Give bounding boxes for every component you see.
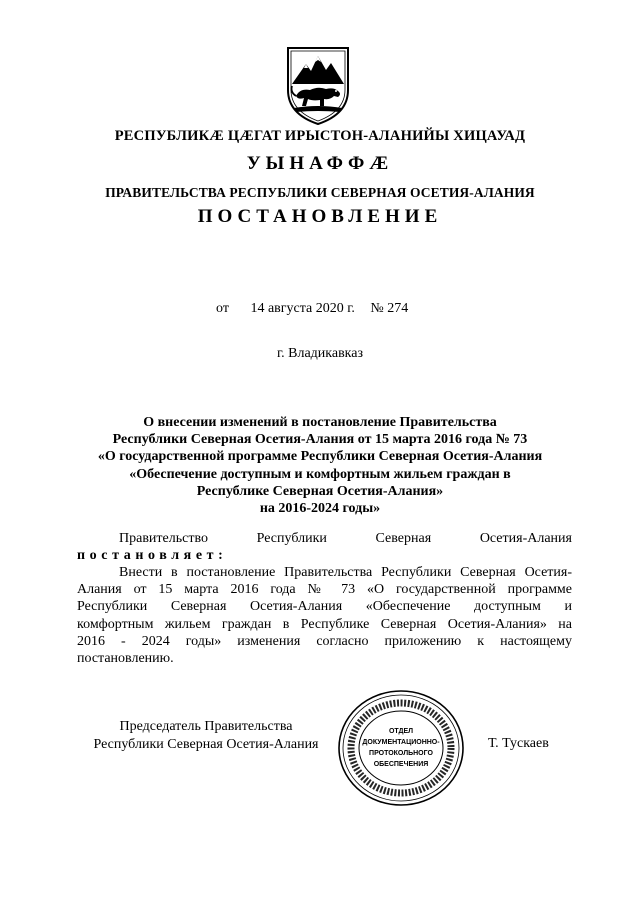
document-date: 14 августа 2020 г. [250,301,355,316]
stamp-line: ОБЕСПЕЧЕНИЯ [373,761,429,768]
title-line: «Обеспечение доступным и комфортным жильем граждан в [129,466,511,482]
document-number: № 274 [370,301,409,316]
coat-of-arms-icon [280,44,356,126]
decree-word: постановляет: [77,548,228,563]
date-prefix: от [216,301,229,316]
position-line: Председатель Правительства [119,719,293,734]
russian-government-name: ПРАВИТЕЛЬСТВА РЕСПУБЛИКИ СЕВЕРНАЯ ОСЕТИЯ-АЛАНИЯ [105,185,535,200]
paragraph-line: комфортным жильем граждан в Республике Северная Осетия-Алания» на [77,616,572,632]
paragraph-line: постановлению. [77,651,174,667]
paragraph-line: 2016 - 2024 годы» изменения согласно приложению к настоящему [77,633,572,649]
date-number-line [216,301,408,317]
intro-word: Республики [256,531,327,546]
intro-line [77,530,572,547]
paragraph-line: Алания от 15 марта 2016 года № 73 «О государственной программе [77,582,572,598]
intro-word: Северная [375,531,432,546]
position-line: Республики Северная Осетия-Алания [93,737,319,752]
stamp-line: ОТДЕЛ [388,728,414,735]
round-seal-icon [336,688,466,808]
russian-document-type: ПОСТАНОВЛЕНИЕ [197,206,443,227]
title-line: Республики Северная Осетия-Алания от 15 марта 2016 года № 73 [112,432,528,448]
ossetian-document-type: УЫНАФФӔ [246,153,394,174]
paragraph-line: Внести в постановление Правительства Республики Северная Осетия- [119,565,572,580]
decree-paragraph [77,564,572,667]
intro-word: Осетия-Алания [479,531,572,546]
signatory-position [86,718,326,754]
document-title [70,414,570,517]
stamp-line: ПРОТОКОЛЬНОГО [369,750,433,757]
title-line: «О государственной программе Республики Северная Осетия-Алания [97,449,543,465]
stamp-line: ДОКУМЕНТАЦИОННО- [362,739,440,746]
title-line: О внесении изменений в постановление Правительства [143,415,497,430]
signatory-name: Т. Тускаев [488,736,549,751]
title-line: на 2016-2024 годы» [259,501,381,517]
intro-word: Правительство [119,531,208,546]
title-line: Республике Северная Осетия-Алания» [196,483,444,499]
ossetian-government-name: РЕСПУБЛИКӔ ЦӔГАТ ИРЫСТОН-АЛАНИЙЫ ХИЦАУАД [114,128,526,144]
city: г. Владикавказ [276,346,364,361]
paragraph-line: Республики Северная Осетия-Алания «Обеспечение доступным и [77,599,572,615]
